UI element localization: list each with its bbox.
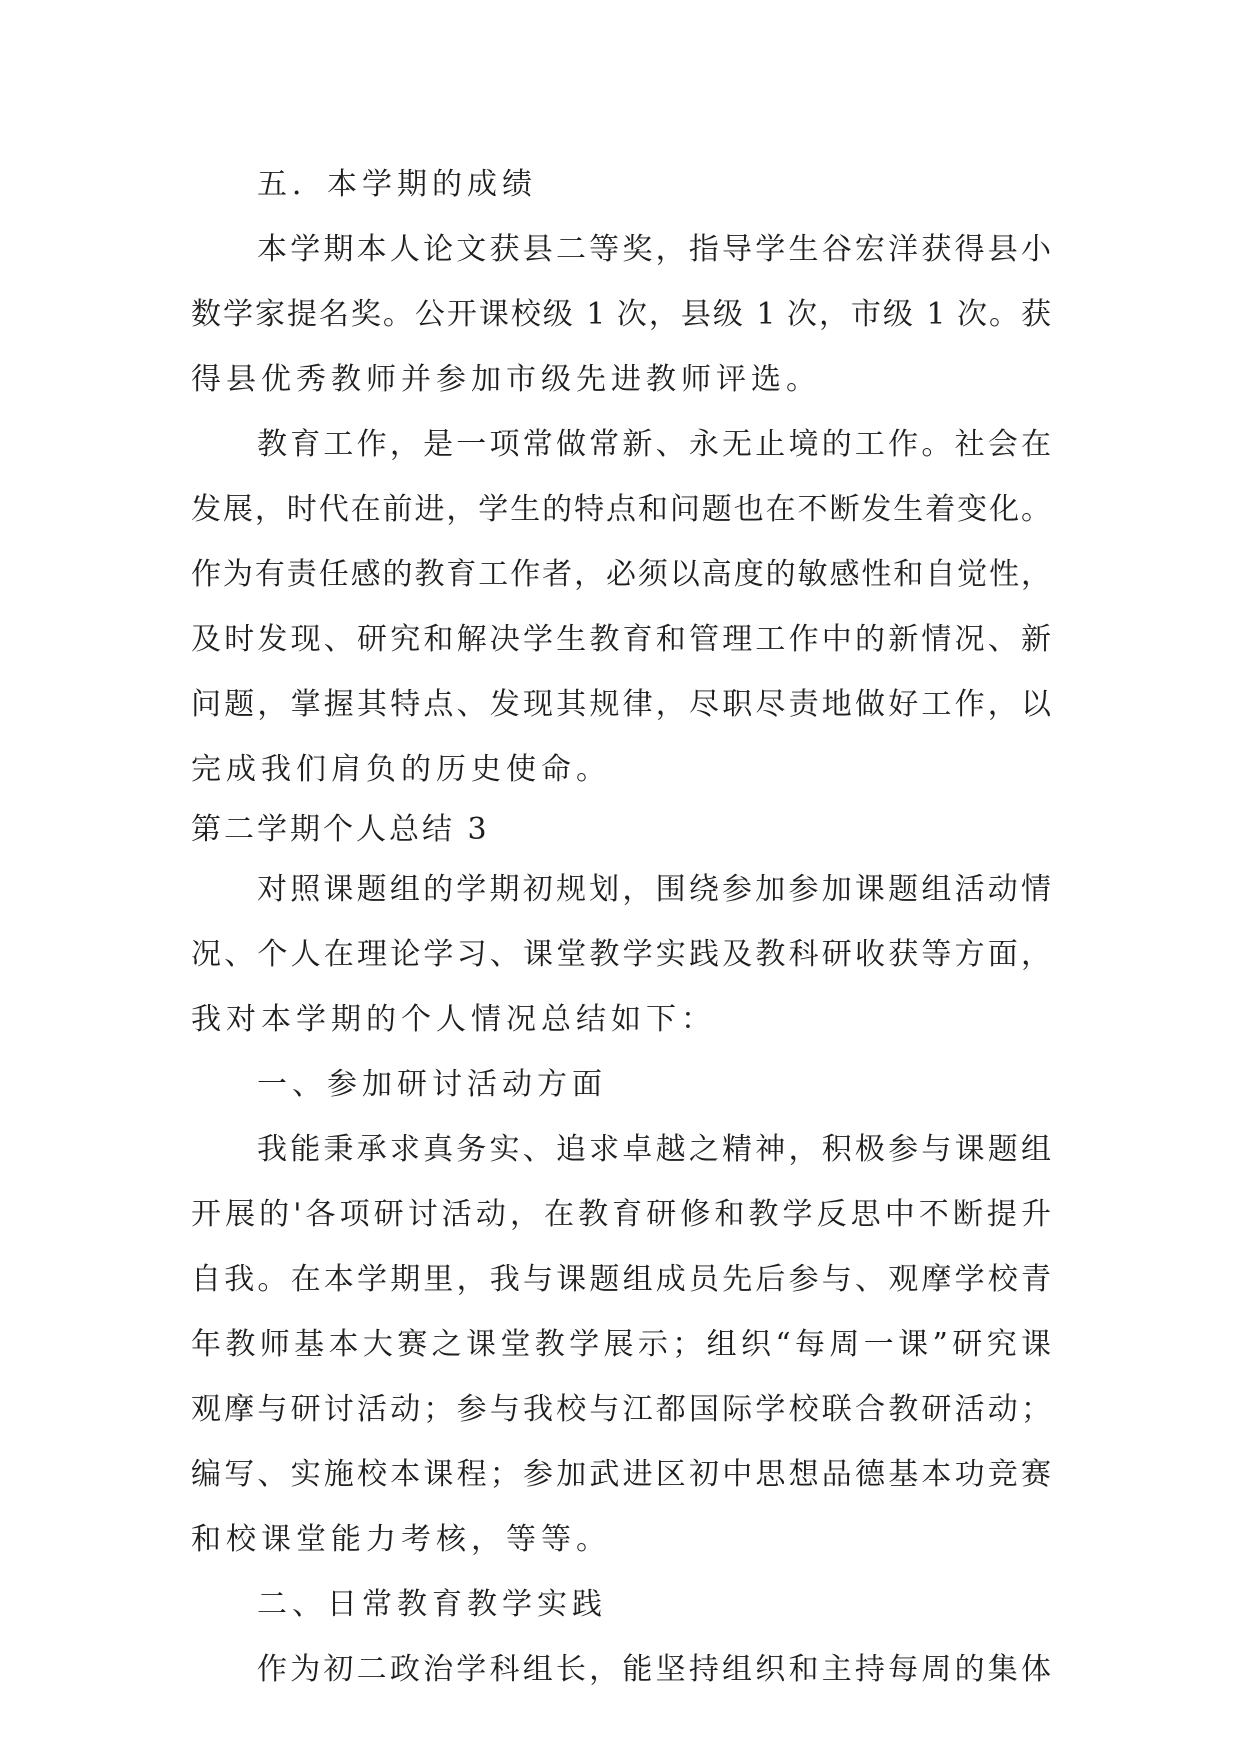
section-heading-practice: 二、日常教育教学实践 — [257, 1587, 607, 1622]
paragraph-line: 作为初二政治学科组长，能坚持组织和主持每周的集体 — [257, 1652, 1051, 1687]
paragraph-line: 观摩与研讨活动；参与我校与江都国际学校联合教研活动； — [191, 1392, 1051, 1427]
paragraph-line: 编写、实施校本课程；参加武进区初中思想品德基本功竞赛 — [191, 1457, 1051, 1492]
paragraph-line: 自我。在本学期里，我与课题组成员先后参与、观摩学校青 — [191, 1262, 1051, 1297]
paragraph-line: 教育工作，是一项常做常新、永无止境的工作。社会在 — [257, 427, 1051, 462]
paragraph-line: 数学家提名奖。公开课校级 1 次，县级 1 次，市级 1 次。获 — [191, 297, 1051, 332]
paragraph-line: 我对本学期的个人情况总结如下： — [191, 1002, 716, 1037]
paragraph-line: 得县优秀教师并参加市级先进教师评选。 — [191, 362, 821, 397]
paragraph-line: 和校课堂能力考核，等等。 — [191, 1522, 611, 1557]
paragraph-line: 及时发现、研究和解决学生教育和管理工作中的新情况、新 — [191, 622, 1051, 657]
paragraph-line: 对照课题组的学期初规划，围绕参加参加课题组活动情 — [257, 872, 1051, 907]
paragraph-line: 年教师基本大赛之课堂教学展示；组织“每周一课”研究课 — [191, 1327, 1051, 1362]
paragraph-line: 发展，时代在前进，学生的特点和问题也在不断发生着变化。 — [191, 492, 1051, 527]
section-heading-achievements: 五．本学期的成绩 — [257, 167, 537, 202]
paragraph-line: 作为有责任感的教育工作者，必须以高度的敏感性和自觉性， — [191, 557, 1051, 592]
paragraph-line: 开展的'各项研讨活动，在教育研修和教学反思中不断提升 — [191, 1197, 1051, 1232]
article-title: 第二学期个人总结 3 — [191, 812, 490, 847]
paragraph-line: 况、个人在理论学习、课堂教学实践及教科研收获等方面， — [191, 937, 1051, 972]
paragraph-line: 问题，掌握其特点、发现其规律，尽职尽责地做好工作，以 — [191, 687, 1051, 722]
section-heading-research: 一、参加研讨活动方面 — [257, 1067, 607, 1102]
paragraph-line: 我能秉承求真务实、追求卓越之精神，积极参与课题组 — [257, 1132, 1051, 1167]
paragraph-line: 完成我们肩负的历史使命。 — [191, 752, 611, 787]
paragraph-line: 本学期本人论文获县二等奖，指导学生谷宏洋获得县小 — [257, 232, 1051, 267]
